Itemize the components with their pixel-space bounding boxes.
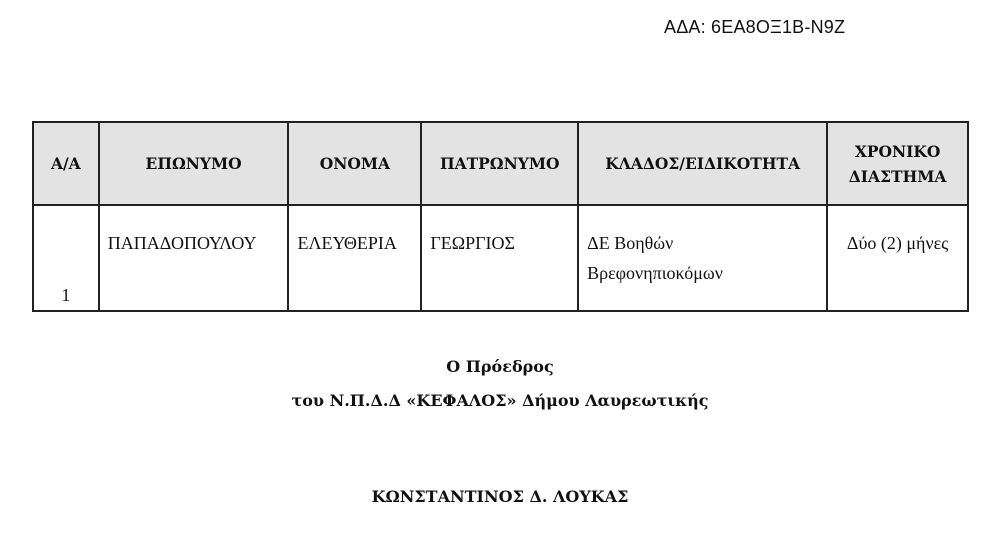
column-header-name: ΟΝΟΜΑ xyxy=(288,122,421,205)
cell-surname: ΠΑΠΑΔΟΠΟΥΛΟΥ xyxy=(99,205,289,311)
ada-code: ΑΔΑ: 6ΕΑ8ΟΞ1Β-Ν9Ζ xyxy=(664,17,846,37)
cell-patronymic: ΓΕΩΡΓΙΟΣ xyxy=(421,205,578,311)
cell-duration: Δύο (2) μήνες xyxy=(827,205,968,311)
table-header-row xyxy=(33,122,968,205)
signature-organization: του Ν.Π.Δ.Δ «ΚΕΦΑΛΟΣ» Δήμου Λαυρεωτικής xyxy=(291,391,709,410)
column-header-duration xyxy=(827,122,968,205)
cell-specialty-line1: ΔΕ Βοηθών xyxy=(587,233,674,253)
column-header-duration-line2: ΔΙΑΣΤΗΜΑ xyxy=(848,166,947,186)
cell-specialty xyxy=(578,205,827,311)
signatory-name: ΚΩΝΣΤΑΝΤΙΝΟΣ Δ. ΛΟΥΚΑΣ xyxy=(371,487,629,506)
column-header-specialty: ΚΛΑΔΟΣ/ΕΙΔΙΚΟΤΗΤΑ xyxy=(578,122,827,205)
column-header-aa: Α/Α xyxy=(33,122,99,205)
personnel-table xyxy=(32,121,969,312)
column-header-duration-line1: ΧΡΟΝΙΚΟ xyxy=(854,141,941,161)
table-row xyxy=(33,205,968,311)
cell-aa: 1 xyxy=(33,205,99,311)
cell-specialty-line2: Βρεφονηπιοκόμων xyxy=(587,263,723,283)
cell-name: ΕΛΕΥΘΕΡΙΑ xyxy=(288,205,421,311)
column-header-patronymic: ΠΑΤΡΩΝΥΜΟ xyxy=(421,122,578,205)
signature-title: Ο Πρόεδρος xyxy=(446,357,554,376)
column-header-surname: ΕΠΩΝΥΜΟ xyxy=(99,122,289,205)
